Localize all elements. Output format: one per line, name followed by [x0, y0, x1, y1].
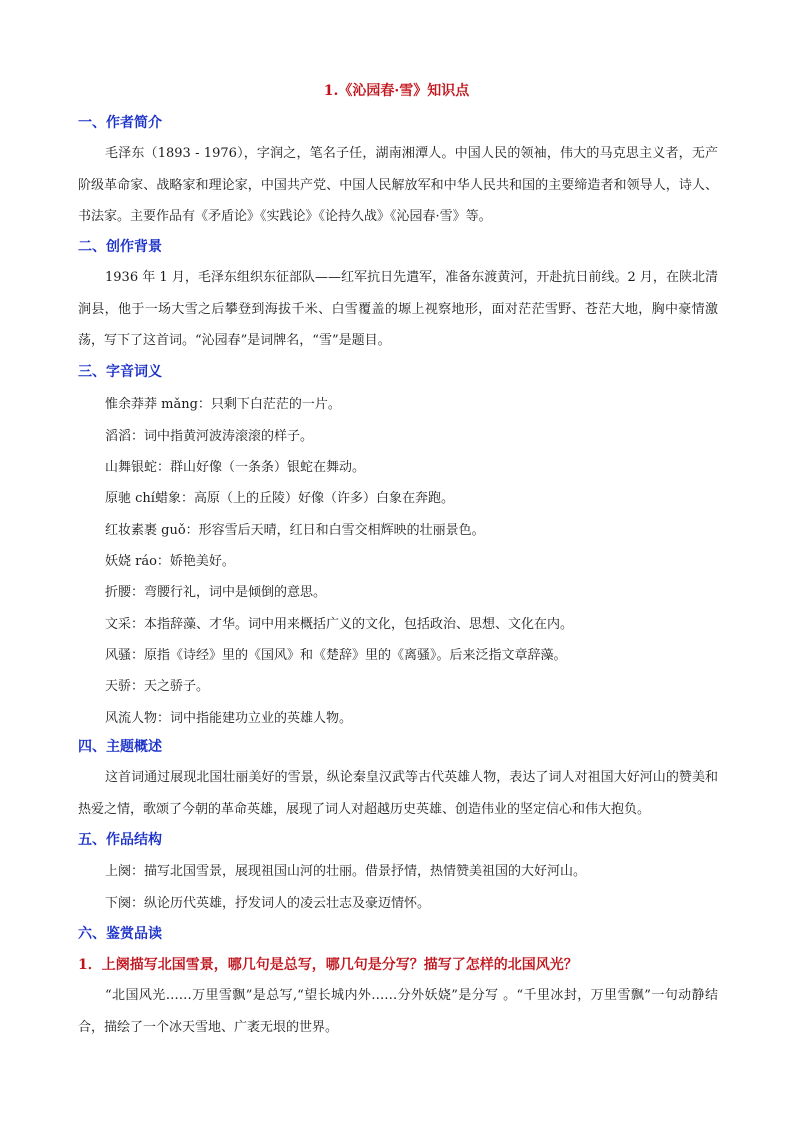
paragraph-background: 1936 年 1 月，毛泽东组织东征部队——红军抗日先遣军，准备东渡黄河，开赴抗日前线。2 月，在陕北清涧县，他于一场大雪之后攀登到海拔千米、白雪覆盖的塬上视察地形，面对茫茫雪野、苍茫大地，胸中豪情激荡，写下了这首词。“沁园春”是词牌名，“雪”是题目。	[78, 270, 718, 348]
question-1: 1．上阕描写北国雪景，哪几句是总写，哪几句是分写？描写了怎样的北国风光？	[78, 957, 578, 973]
vocab-item: 天骄：天之骄子。	[105, 679, 210, 694]
heading-vocab: 三、字音词义	[78, 364, 162, 380]
vocab-item: 山舞银蛇：群山好像（一条条）银蛇在舞动。	[105, 460, 366, 475]
heading-background: 二、创作背景	[78, 239, 162, 255]
vocab-item: 文采：本指辞藻、才华。词中用来概括广义的文化，包括政治、思想、文化在内。	[105, 617, 574, 632]
structure-item: 上阕：描写北国雪景，展现祖国山河的壮丽。借景抒情，热情赞美祖国的大好河山。	[105, 864, 587, 879]
heading-appreciation: 六、鉴赏品读	[78, 926, 162, 942]
vocab-item: 惟余莽莽 mǎng：只剩下白茫茫的一片。	[105, 397, 341, 412]
page-title: 1.《沁园春·雪》知识点	[323, 83, 470, 99]
vocab-item: 风流人物：词中指能建功立业的英雄人物。	[105, 711, 353, 726]
heading-theme: 四、主题概述	[78, 739, 162, 755]
paragraph-theme: 这首词通过展现北国壮丽美好的雪景，纵论秦皇汉武等古代英雄人物，表达了词人对祖国大好河山的赞美和热爱之情，歌颂了今朝的革命英雄，展现了词人对超越历史英雄、创造伟业的坚定信心和伟大抱负。	[78, 770, 718, 817]
vocab-item: 红妆素裹 guǒ：形容雪后天晴，红日和白雪交相辉映的壮丽景色。	[105, 523, 485, 538]
paragraph-author: 毛泽东（1893 - 1976），字润之，笔名子任，湖南湘潭人。中国人民的领袖，伟大的马克思主义者，无产阶级革命家、战略家和理论家，中国共产党、中国人民解放军和中华人民共和国的主要缔造者和领导人，诗人、书法家。主要作品有《矛盾论》《实践论》《论持久战》《沁园春·雪》等。	[78, 146, 718, 224]
heading-structure: 五、作品结构	[78, 832, 162, 848]
vocab-item: 滔滔：词中指黄河波涛滚滚的样子。	[105, 429, 314, 444]
vocab-item: 折腰：弯腰行礼，词中是倾倒的意思。	[105, 585, 327, 600]
vocab-item: 风骚：原指《诗经》里的《国风》和《楚辞》里的《离骚》。后来泛指文章辞藻。	[105, 648, 567, 663]
answer-1: “北国风光……万里雪飘”是总写,“望长城内外……分外妖娆”是分写 。“千里冰封，万里雪飘”一句动静结合，描绘了一个冰天雪地、广袤无垠的世界。	[78, 988, 718, 1035]
structure-item: 下阕：纵论历代英雄，抒发词人的凌云壮志及豪迈情怀。	[105, 896, 431, 911]
vocab-item: 妖娆 ráo：娇艳美好。	[105, 554, 235, 569]
heading-author: 一、作者简介	[78, 115, 162, 131]
vocab-item: 原驰 chí蜡象：高原（上的丘陵）好像（许多）白象在奔跑。	[105, 491, 454, 506]
